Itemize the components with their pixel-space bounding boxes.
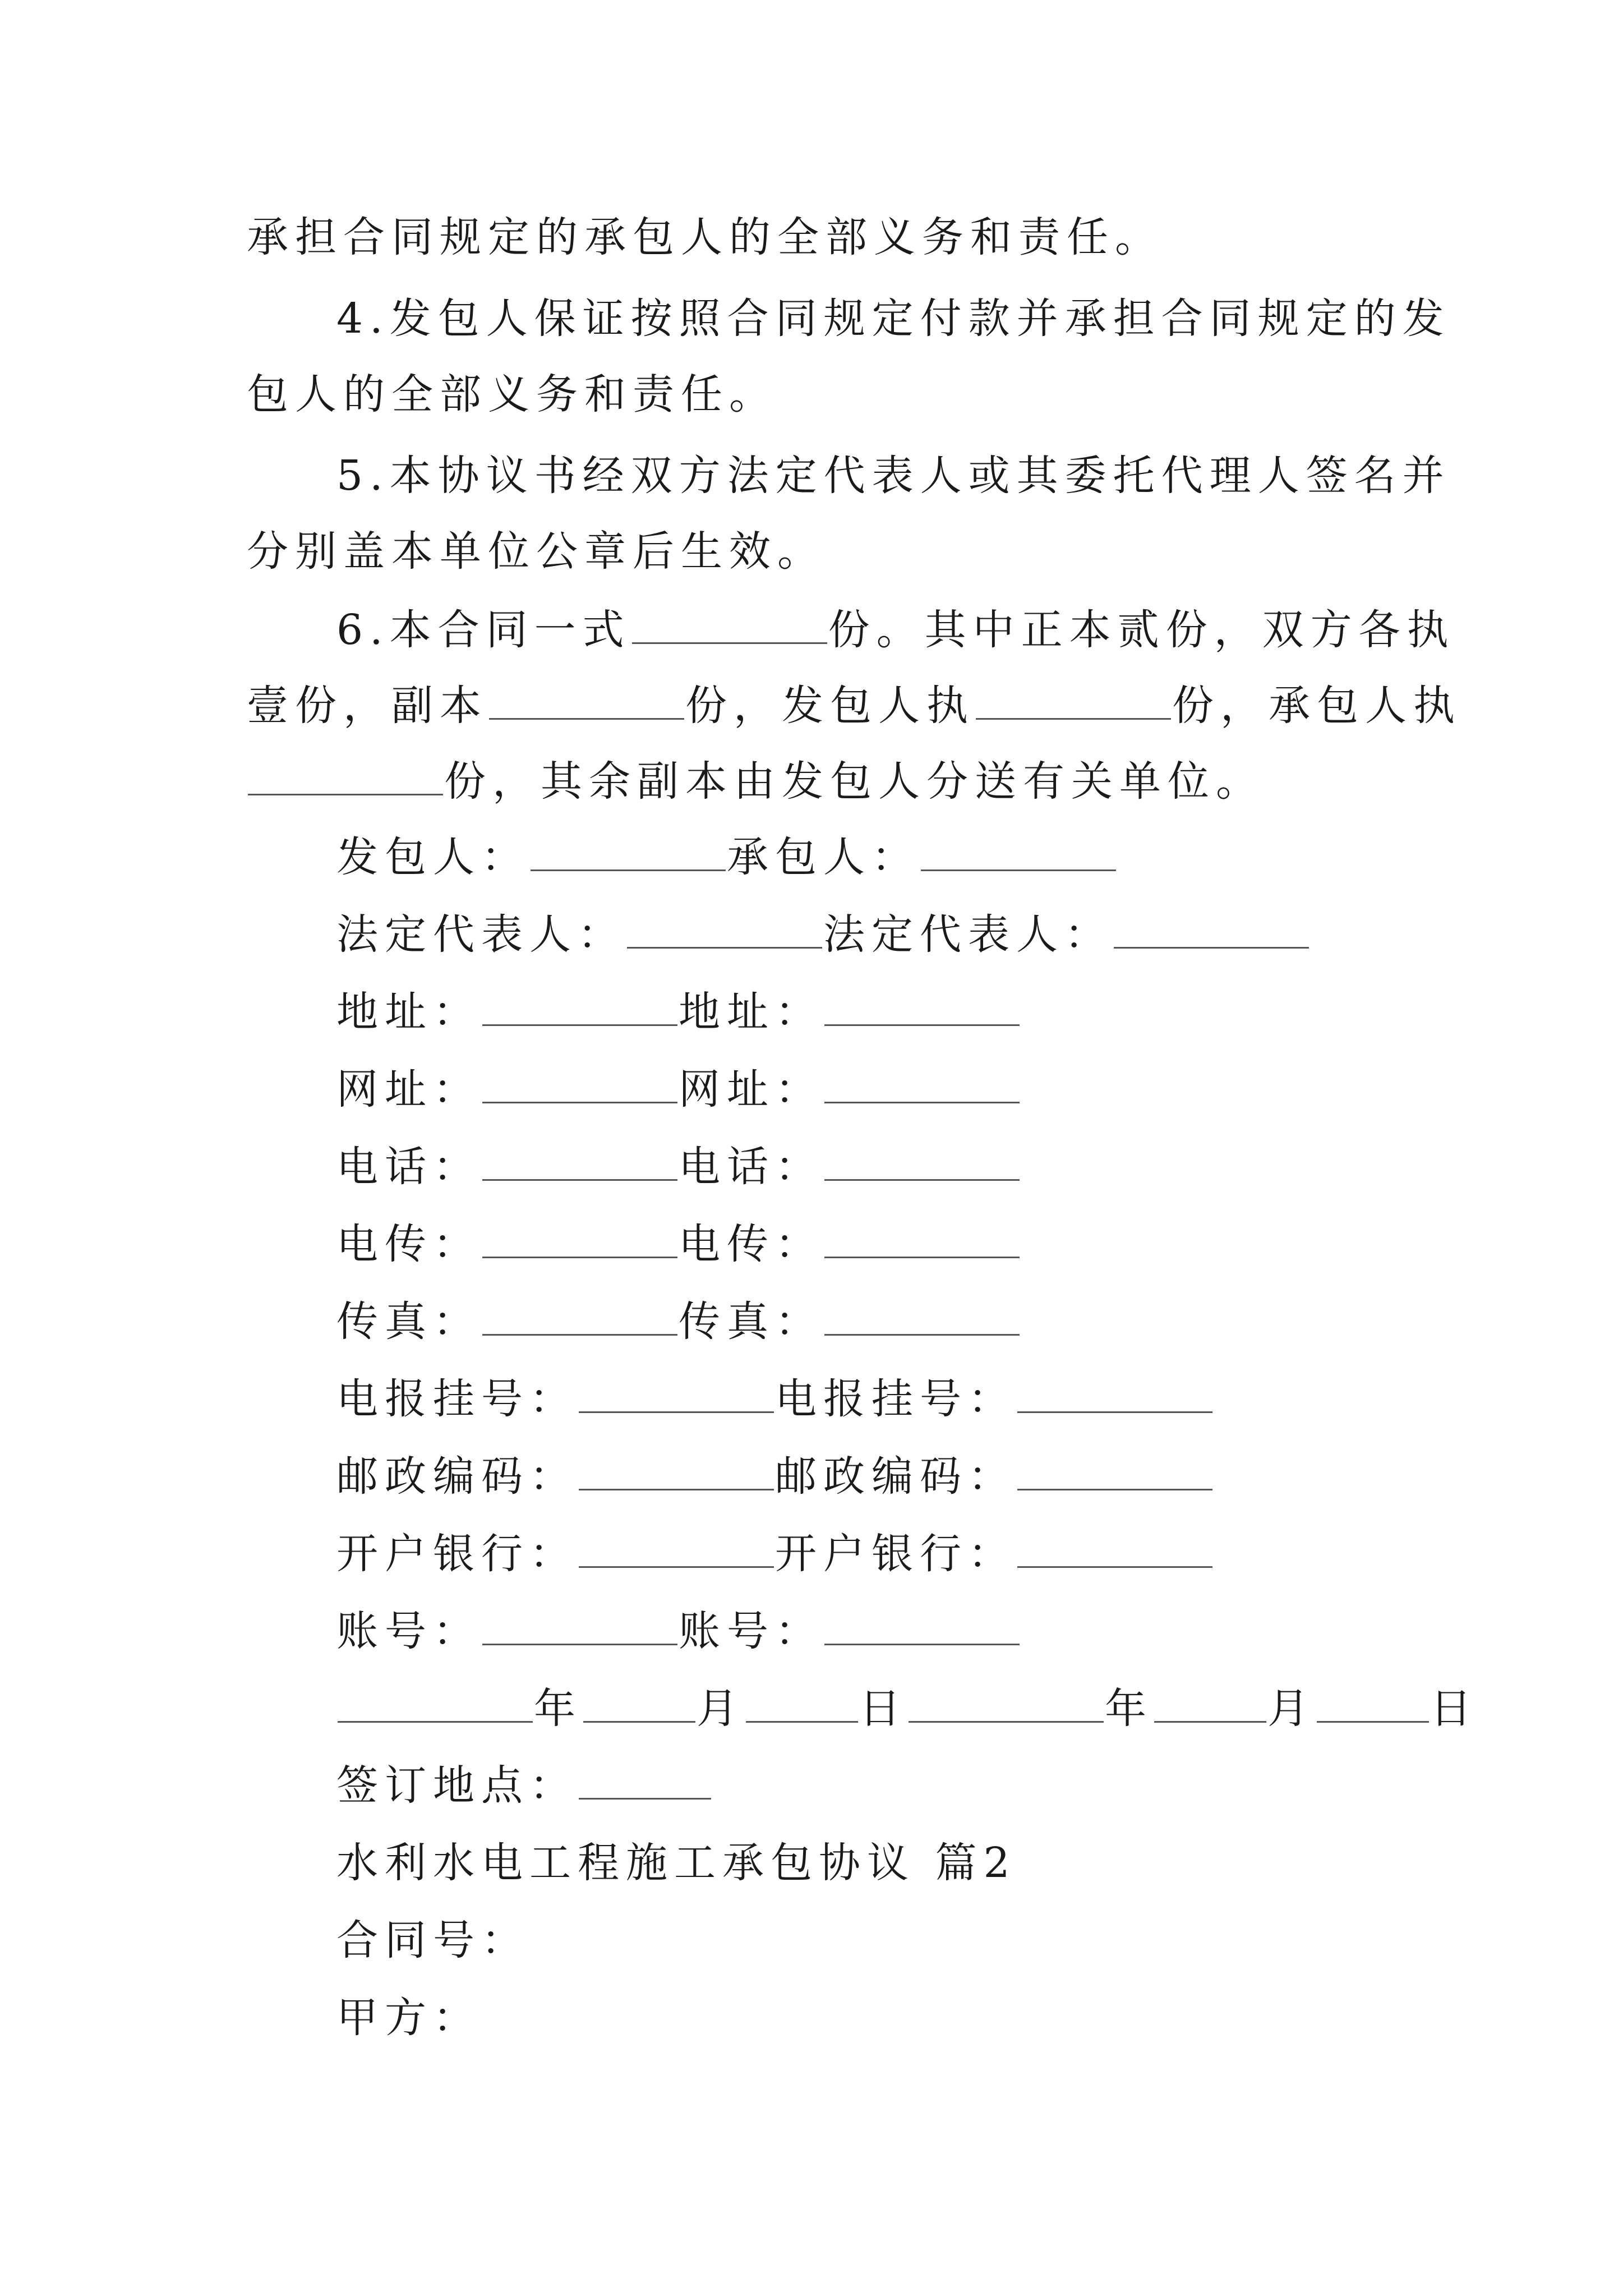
field-label-left: 传真： [336,1297,481,1346]
item6-text-c: 壹份，副本 [247,682,488,730]
item6-text-f: 份，其余副本由发包人分送有关单位。 [444,757,1264,806]
sign-place-row [336,1759,712,1812]
year-label: 年 [534,1685,582,1733]
field-label-right: 账号： [679,1607,823,1655]
field-blank-right[interactable] [824,1068,1020,1103]
field-label-right: 电传： [679,1220,823,1268]
day-label: 日 [859,1685,907,1733]
field-label-right: 传真： [679,1297,823,1346]
field-blank-left[interactable] [482,1610,677,1645]
field-blank-right[interactable] [1017,1378,1212,1413]
field-label-left: 法定代表人： [336,910,626,959]
field-label-left: 邮政编码： [336,1452,578,1501]
field-label-right: 开户银行： [775,1530,1016,1578]
field-label-right: 邮政编码： [775,1452,1016,1501]
sign-place-blank[interactable] [579,1764,711,1800]
field-label-left: 电报挂号： [336,1375,578,1423]
field-blank-left[interactable] [579,1533,774,1568]
copies-employer-blank[interactable] [976,684,1171,720]
field-blank-left[interactable] [627,913,822,949]
field-blank-right[interactable] [824,1300,1020,1336]
field-label-right: 地址： [679,988,823,1036]
field-blank-right[interactable] [824,1145,1020,1181]
field-row-website [336,1062,1021,1116]
day-blank-right[interactable] [1317,1687,1429,1723]
party-a-label: 甲方： [336,1994,481,2042]
field-blank-right[interactable] [1017,1455,1212,1490]
month-label: 月 [697,1685,745,1733]
field-blank-left[interactable] [482,1068,677,1103]
paragraph-item-5-cont [247,524,826,578]
paragraph-text: 4.发包人保证按照合同规定付款并承担合同规定的发 [336,295,1451,343]
field-row-bank [336,1527,1214,1581]
field-label-right: 电话： [679,1143,823,1191]
field-blank-left[interactable] [579,1378,774,1413]
field-row-address [336,985,1021,1039]
field-label-right: 法定代表人： [823,910,1113,959]
field-row-phone [336,1140,1021,1194]
paragraph-item-4-cont [247,367,777,421]
field-blank-left[interactable] [579,1455,774,1490]
field-blank-right[interactable] [921,836,1116,871]
item6-text-b: 份。其中正本贰份，双方各执 [828,606,1455,654]
copies-total-blank[interactable] [632,609,827,644]
field-blank-right[interactable] [824,991,1020,1026]
field-label-left: 地址： [336,988,481,1036]
field-label-right: 网址： [679,1065,823,1114]
field-row-employer [336,830,1117,884]
field-row-account [336,1604,1021,1658]
copies-contractor-blank[interactable] [248,760,443,795]
paragraph-item-6-line2 [247,679,1461,733]
field-row-cable [336,1372,1214,1426]
section-title-text: 水利水电工程施工承包协议 篇2 [336,1839,1017,1887]
item6-text-d: 份，发包人执 [685,682,975,730]
item6-text-e: 份，承包人执 [1172,682,1461,730]
field-label-left: 网址： [336,1065,481,1114]
field-blank-left[interactable] [482,1145,677,1181]
field-blank-right[interactable] [824,1223,1020,1258]
field-label-right: 承包人： [727,833,920,881]
field-blank-left[interactable] [482,1300,677,1336]
field-label-right: 电报挂号： [775,1375,1016,1423]
paragraph-item-5 [336,449,1451,503]
contract-number-label: 合同号： [336,1916,529,1964]
date-line [336,1682,1478,1736]
field-blank-left[interactable] [482,1223,677,1258]
paragraph-text: 分别盖本单位公章后生效。 [247,527,826,576]
field-row-telex [336,1217,1021,1271]
month-blank-left[interactable] [583,1687,695,1723]
year-label: 年 [1105,1685,1153,1733]
copies-duplicate-blank[interactable] [489,684,684,720]
field-blank-right[interactable] [824,1610,1020,1645]
field-label-left: 电传： [336,1220,481,1268]
field-row-fax [336,1295,1021,1349]
contract-number-row [336,1913,529,1967]
field-blank-left[interactable] [482,991,677,1026]
paragraph-item-6-line3 [247,754,1264,808]
item6-text-a: 6.本合同一式 [336,606,631,654]
paragraph-line-1 [247,210,1163,264]
field-row-legal-rep [336,908,1310,961]
paragraph-item-6 [336,603,1455,657]
field-label-left: 发包人： [336,833,529,881]
sign-place-label: 签订地点： [336,1761,578,1810]
year-blank-left[interactable] [338,1687,533,1723]
field-blank-right[interactable] [1114,913,1309,949]
paragraph-text: 承担合同规定的承包人的全部义务和责任。 [247,213,1163,261]
day-blank-left[interactable] [746,1687,858,1723]
month-label: 月 [1267,1685,1316,1733]
year-blank-right[interactable] [909,1687,1104,1723]
field-label-left: 开户银行： [336,1530,578,1578]
month-blank-right[interactable] [1154,1687,1266,1723]
field-row-postcode [336,1450,1214,1503]
day-label: 日 [1430,1685,1478,1733]
section-title [336,1836,1017,1890]
party-a-row [336,1991,481,2045]
field-label-left: 电话： [336,1143,481,1191]
paragraph-text: 包人的全部义务和责任。 [247,370,777,418]
paragraph-item-4 [336,292,1451,346]
field-blank-left[interactable] [531,836,726,871]
field-blank-right[interactable] [1017,1533,1212,1568]
paragraph-text: 5.本协议书经双方法定代表人或其委托代理人签名并 [336,452,1451,500]
field-label-left: 账号： [336,1607,481,1655]
